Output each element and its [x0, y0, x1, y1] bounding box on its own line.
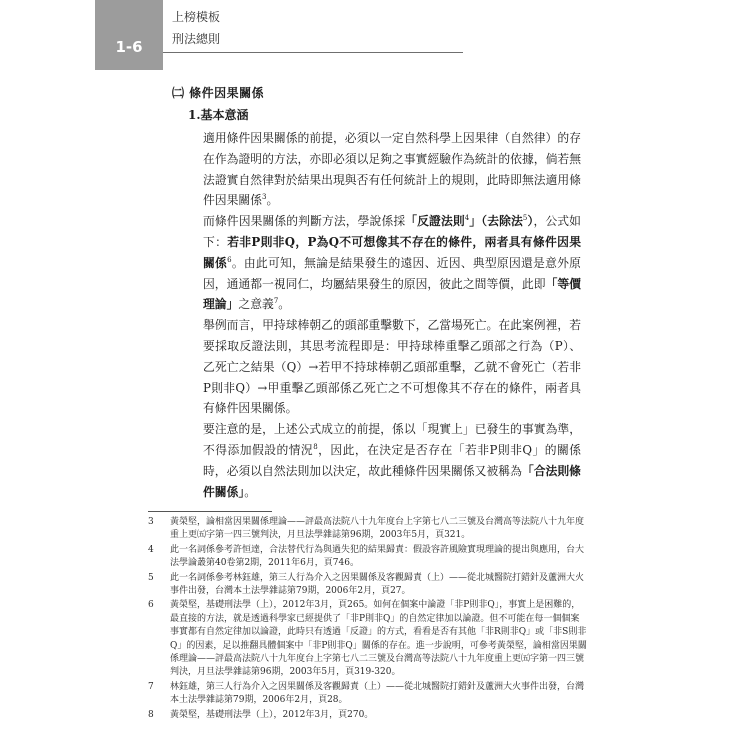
footnote-divider: [148, 511, 272, 512]
footnote-text: 黃榮堅，論相當因果關係理論——評最高法院八十九年度台上字第七八二三號及台灣高等法院八十九年度重上更㈤字第一四三號判決，月旦法學雜誌第96期，2003年5月，頁321。: [170, 517, 585, 541]
paragraph-1-end: 。: [266, 193, 279, 208]
book-title: 上榜模板: [172, 10, 221, 24]
term-equivalence-theory: 「等價理論」: [203, 276, 581, 312]
footnote-ref-3: 3: [262, 193, 267, 202]
paragraph-2-e: ，公式如下：: [203, 214, 581, 249]
paragraph-2-j: 。: [278, 297, 291, 312]
footnote-ref-7: 7: [273, 297, 279, 306]
footnote-number: 3: [148, 517, 154, 527]
chapter-title: 刑法總則: [172, 32, 221, 46]
paragraph-1: [203, 128, 581, 211]
footnote: [148, 544, 588, 571]
paragraph-1-text: 適用條件因果關係的前提，必須以一定自然科學上因果律（自然律）的存在作為證明的方法，亦即必須以足夠之事實經驗作為統計的依據，倘若無法證實自然律對於結果出現與否有任何統計上的規則，此時即無法適用條件因果關係: [203, 131, 581, 208]
term-removal-method: 」（去除法: [469, 214, 523, 229]
formula-text: 若非P則非Q，P為Q不可想像其不存在的條件，兩者具有條件因果關係: [203, 234, 581, 270]
footnote-number: 6: [148, 600, 154, 611]
paragraph-2-g: 。由此可知，無論是結果發生的遠因、近因、典型原因還是意外原因，通通都一視同仁，均屬結果發生的原因，彼此之間等價，此即: [203, 255, 581, 291]
footnote-text: 黃榮堅，基礎刑法學（上），2012年3月，頁270。: [170, 709, 374, 720]
page-number-tab: [95, 0, 163, 70]
section-title: ㈡ 條件因果關係: [172, 86, 265, 100]
paragraph-2-i: 之意義: [238, 297, 274, 312]
term-counterproof-rule: 「反證法則: [405, 214, 465, 229]
footnote-number: 4: [148, 544, 154, 555]
footnote-number: 5: [148, 572, 154, 583]
body-text: [203, 128, 581, 502]
footnote-ref-5: 5: [522, 214, 528, 223]
footnote: [148, 709, 588, 722]
paragraph-4-b: ，因此，在決定是否存在「若非P則非Q」的關係時，必須以自然法則加以決定，故此種條件因果關係又被稱為: [203, 442, 581, 478]
footnote: [148, 516, 588, 543]
footnote-ref-6: 6: [227, 255, 232, 264]
footnote-number: 8: [148, 709, 154, 720]
term-lawful-condition-relation: 「合法則條件關係」: [203, 463, 581, 499]
footnote-text: 此一名詞係參考林鈺雄，第三人行為介入之因果關係及客觀歸責（上）——從北城醫院打錯針及蘆洲大火事件出發，台灣本土法學雜誌第79期，2006年2月，頁27。: [170, 572, 585, 597]
paragraph-4: [203, 419, 581, 502]
term-removal-method-close: ）: [527, 214, 534, 229]
footnote-ref-4: 4: [464, 214, 470, 223]
subsection-title: 1.基本意涵: [188, 108, 249, 122]
header-divider: [163, 52, 463, 53]
paragraph-4-d: 。: [244, 484, 257, 499]
paragraph-4-a: 要注意的是，上述公式成立的前提，係以「現實上」已發生的事實為準，不得添加假設的情況: [203, 422, 581, 457]
paragraph-2: [203, 211, 581, 315]
footnote-number: 7: [148, 681, 154, 692]
footnote: [148, 599, 588, 679]
footnote: [148, 681, 588, 708]
footnote-ref-8: 8: [313, 443, 318, 452]
footnote-text: 黃榮堅，基礎刑法學（上），2012年3月，頁265。如何在個案中論證「非P則非Q」，事實上是困難的，最直接的方法，就是透過科學家已經提供了「非P則非Q」的自然定律加以論證。但不可能在每一個個案事實都有自然定律加以論證，此時只有透過「反證」的方式，看看是否有其他「非R則非Q」或「非S則非Q」的因素，足以推翻具體個案中「非P則非Q」關係的存在。進一步說明，可參考黃榮堅，論相當因果關係理論——評最高法院八十九年度台上字第七八二三號及台灣高等法院八十九年度重上更㈤字第一四三號判決，月旦法學雜誌第96期，2003年5月，頁319-320。: [170, 600, 587, 678]
footnote: [148, 572, 588, 599]
footnote-text: 林鈺雄，第三人行為介入之因果關係及客觀歸責（上）——從北城醫院打錯針及蘆洲大火事件出發，台灣本土法學雜誌第79期，2006年2月，頁28。: [170, 681, 585, 706]
paragraph-3: 舉例而言，甲持球棒朝乙的頭部重擊數下，乙當場死亡。在此案例裡，若要採取反證法則，其思考流程即是：甲持球棒重擊乙頭部之行為（P）、乙死亡之結果（Q）→若甲不持球棒朝乙頭部重擊，乙就不會死亡（若非P則非Q）→甲重擊乙頭部係乙死亡之不可想像其不存在的條件，兩者具有條件因果關係。: [203, 318, 581, 416]
footnotes: [148, 516, 588, 723]
paragraph-2-a: 而條件因果關係的判斷方法，學說係採: [203, 214, 406, 229]
footnote-text: 此一名詞係參考許恒達，合法替代行為與過失犯的結果歸責：假設容許風險實現理論的提出與應用，台大法學論叢第40卷第2期，2011年6月，頁746。: [170, 544, 585, 569]
page-number: 1-6: [115, 38, 143, 56]
